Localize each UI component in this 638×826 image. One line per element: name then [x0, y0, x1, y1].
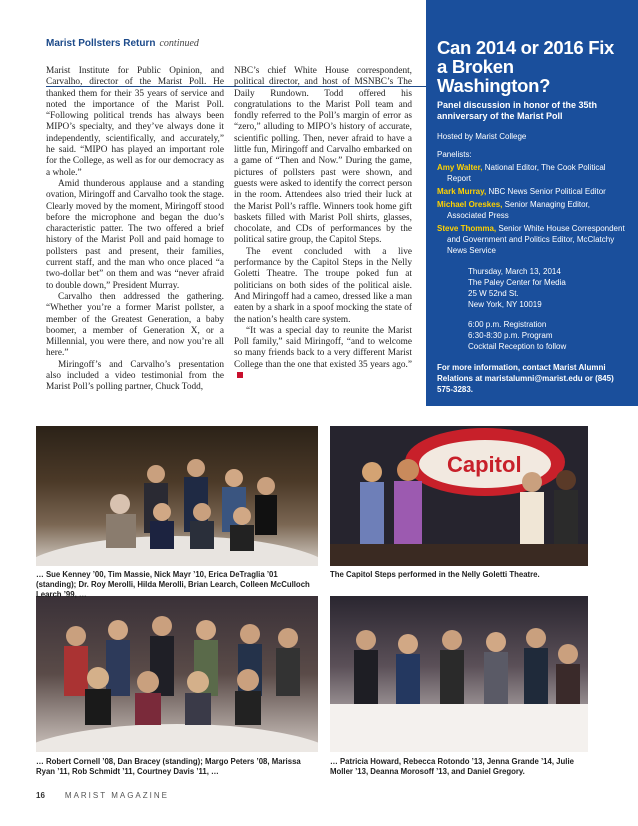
panelist-item [437, 223, 628, 256]
event-city: New York, NY 10019 [468, 300, 542, 309]
photo-capitol-steps-art [330, 426, 588, 566]
panelist-role: Senior Managing Editor, Associated Press [447, 200, 590, 220]
magazine-name: MARIST MAGAZINE [64, 791, 169, 800]
panelist-role: NBC News Senior Political Editor [488, 187, 606, 196]
article-paragraph: The event concluded with a live performance by the Capitol Steps in the Nelly Goletti Theatre. The troupe poked fun at politicians on both sides of the political aisle. And Miringoff had a cameo, dressed like a man eaten by a shark in a spoof mocking the state of the nation’s health care system. [234, 246, 412, 325]
page-footer [36, 791, 169, 800]
section-title: Marist Pollsters Return [46, 38, 156, 49]
section-header [46, 38, 426, 49]
article-paragraph-text: “It was a special day to reunite the Marist Poll family,” said Miringoff, “and to welcome so many friends back to a very different Marist College than the one that existed 35 years ago.” [234, 325, 412, 370]
schedule-reception: Cocktail Reception to follow [468, 342, 567, 351]
continued-label: continued [159, 38, 199, 49]
photo-reunion-table-art [36, 426, 318, 566]
photo-alumni-group-2 [330, 596, 588, 752]
photo-capitol-steps [330, 426, 588, 566]
article-paragraph: NBC’s chief White House correspondent, political director, and host of MSNBC’s The Daily Rundown. Todd offered his congratulations to the Marist Poll team and fondly referred to the Poll’s margin of error as “zero,” alluding to MIPO’s history of accurate, scientific polling. Then, never afraid to have a little fun, Miringoff and Carvalho embarked on a game of “Then and Now.” During the game, pictures of pollsters past were shown, and guests were asked to identify the correct person in the room. Attendees also tried their luck at the Marist Poll’s raffle. Winners took home gift baskets filled with Marist Poll shirts, glasses, chocolate, and CDs of performances by the political satire group, the Capitol Steps. [234, 66, 412, 246]
panelist-name: Mark Murray, [437, 187, 487, 196]
event-venue: The Paley Center for Media [468, 278, 566, 287]
photo-alumni-group-1-art [36, 596, 318, 752]
contact-info: For more information, contact Marist Alumni Relations at maristalumni@marist.edu or (845) 575-3283. [437, 363, 614, 394]
panelists-list [437, 162, 628, 256]
article-paragraph: Amid thunderous applause and a standing ovation, Miringoff and Carvalho took the stage. Clearly moved by the moment, Miringoff stood before the microphone and began the duo’s characteristic patter. The two offered a brief history of the Marist Poll and paid homage to pollsters past and present, their families, current staff, and the man who once placed “a two-dollar bet” on them and was “never afraid to double down,” President Murray. [46, 178, 224, 291]
event-details [468, 266, 628, 310]
panelist-name: Amy Walter, [437, 163, 483, 172]
photo-reunion-table [36, 426, 318, 566]
article-paragraph: Marist Institute for Public Opinion, and Carvalho, director of the Marist Poll. He thanked them for their 35 years of service and noted the importance of the Marist Poll. “Following political trends has always been MIPO’s specialty, and they’ve always done it independently, scientifically, and accurately,” he said. “MIPO has played an important role for the College, as well as for our democracy as a whole.” [46, 66, 224, 178]
article-paragraph: Miringoff’s and Carvalho’s presentation also included a video testimonial from the Marist Poll’s polling partner, Chuck Todd, [46, 359, 224, 393]
event-schedule [468, 319, 628, 352]
sidebar-title: Can 2014 or 2016 Fix a Broken Washington? [437, 37, 615, 96]
sidebar-host: Hosted by Marist College [437, 132, 527, 141]
sidebar-subtitle: Panel discussion in honor of the 35th anniversary of the Marist Poll [437, 100, 598, 121]
article-column-1 [46, 66, 224, 394]
panelist-item [437, 162, 628, 184]
panelist-name: Michael Oreskes, [437, 200, 503, 209]
panelist-item [437, 199, 628, 221]
event-street: 25 W 52nd St. [468, 289, 519, 298]
photo-alumni-group-1 [36, 596, 318, 752]
caption-photo-3: … Robert Cornell ’08, Dan Bracey (standing); Margo Peters ’08, Marissa Ryan ’11, Rob Schmidt ’11, Courtney Davis ’11, … [36, 757, 301, 776]
photo-alumni-group-2-art [330, 596, 588, 752]
end-mark-icon [237, 372, 243, 378]
event-sidebar [426, 0, 638, 406]
caption-photo-4: … Patricia Howard, Rebecca Rotondo ’13, Jenna Grande ’14, Julie Moller ’13, Deanna Morosoff ’13, and Daniel Gregory. [330, 757, 574, 776]
schedule-program: 6:30-8:30 p.m. Program [468, 331, 553, 340]
article-paragraph [234, 326, 412, 382]
article-column-2 [234, 66, 412, 382]
article-paragraph: Carvalho then addressed the gathering. “Whether you’re a former Marist pollster, a member of the Greatest Generation, a baby boomer, a member of Generation X, or a Millennial, you were there, and now you’re all here.” [46, 291, 224, 359]
caption-photo-2: The Capitol Steps performed in the Nelly Goletti Theatre. [330, 570, 540, 579]
panelists-heading: Panelists: [437, 150, 472, 159]
panelist-name: Steve Thomma, [437, 224, 497, 233]
page-number: 16 [36, 791, 45, 800]
event-date: Thursday, March 13, 2014 [468, 267, 561, 276]
capitol-sign-text: Capitol [447, 452, 522, 477]
panelist-role: Senior White House Correspondent and Government and Politics Editor, McClatchy News Service [447, 224, 625, 255]
caption-photo-1: … Sue Kenney ’00, Tim Massie, Nick Mayr ’10, Erica DeTraglia ’01 (standing); Dr. Roy Merolli, Hilda Merolli, Brian Learch, Colleen McCulloch Learch ’99, … [36, 570, 310, 599]
schedule-registration: 6:00 p.m. Registration [468, 320, 547, 329]
panelist-role: National Editor, The Cook Political Report [447, 163, 606, 183]
panelist-item [437, 186, 628, 197]
